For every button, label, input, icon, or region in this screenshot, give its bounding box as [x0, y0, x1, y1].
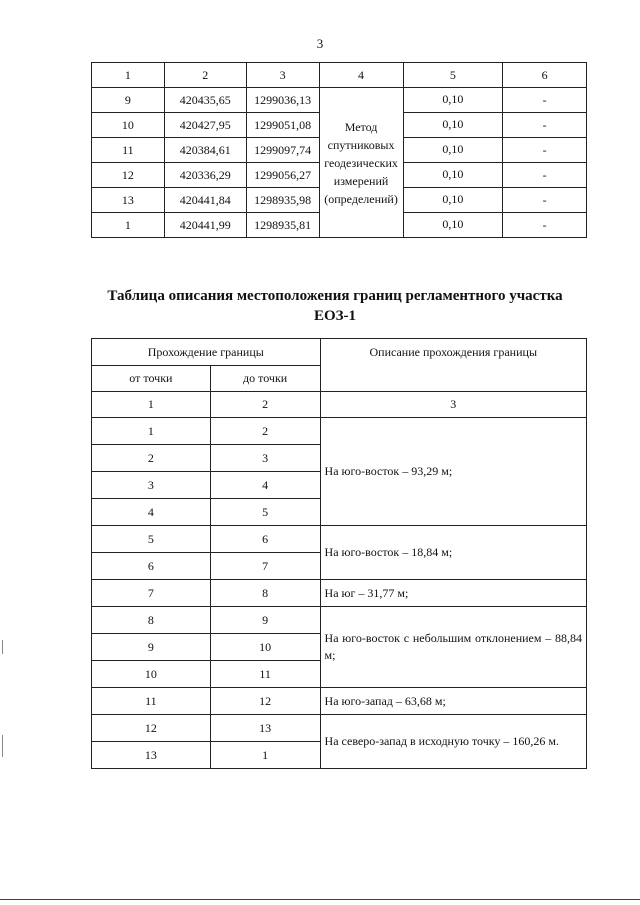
- to-point: 11: [210, 661, 320, 688]
- to-point: 9: [210, 607, 320, 634]
- header-description: Описание прохождения границы: [320, 339, 586, 392]
- header-to-point: до точки: [210, 366, 320, 392]
- coord-header-cell: 5: [403, 63, 503, 88]
- method-line: измерений: [333, 173, 389, 188]
- coord-x: 420427,95: [164, 113, 246, 138]
- from-point: 4: [92, 499, 211, 526]
- scan-artifact: [2, 735, 3, 757]
- segment-description: На северо-запад в исходную точку – 160,26 м.: [320, 715, 586, 769]
- from-point: 11: [92, 688, 211, 715]
- segment-description: На юг – 31,77 м;: [320, 580, 586, 607]
- boundary-row: [92, 526, 587, 553]
- coord-header-cell: 3: [246, 63, 319, 88]
- accuracy: 0,10: [403, 188, 503, 213]
- boundary-row: [92, 688, 587, 715]
- from-point: 5: [92, 526, 211, 553]
- to-point: 2: [210, 418, 320, 445]
- segment-description: На юго-запад – 63,68 м;: [320, 688, 586, 715]
- boundary-table: [91, 338, 587, 769]
- coord-x: 420441,84: [164, 188, 246, 213]
- coord-x: 420336,29: [164, 163, 246, 188]
- boundary-row: [92, 607, 587, 634]
- column-number-row: [92, 392, 587, 418]
- note: -: [503, 188, 587, 213]
- from-point: 6: [92, 553, 211, 580]
- accuracy: 0,10: [403, 113, 503, 138]
- note: -: [503, 213, 587, 238]
- header-from-point: от точки: [92, 366, 211, 392]
- coord-y: 1299036,13: [246, 88, 319, 113]
- coord-header-cell: 4: [319, 63, 403, 88]
- point-number: 10: [92, 113, 165, 138]
- coord-x: 420384,61: [164, 138, 246, 163]
- to-point: 6: [210, 526, 320, 553]
- boundary-row: [92, 418, 587, 445]
- note: -: [503, 88, 587, 113]
- from-point: 12: [92, 715, 211, 742]
- point-number: 11: [92, 138, 165, 163]
- to-point: 3: [210, 445, 320, 472]
- to-point: 5: [210, 499, 320, 526]
- page-number: 3: [316, 36, 324, 51]
- coord-x: 420441,99: [164, 213, 246, 238]
- coord-header-cell: 6: [503, 63, 587, 88]
- coord-y: 1299051,08: [246, 113, 319, 138]
- point-number: 9: [92, 88, 165, 113]
- method-line: Метод: [344, 119, 378, 134]
- point-number: 13: [92, 188, 165, 213]
- method-line: спутниковых: [327, 137, 395, 152]
- measurement-method: [319, 88, 403, 238]
- coord-y: 1299056,27: [246, 163, 319, 188]
- accuracy: 0,10: [403, 213, 503, 238]
- from-point: 8: [92, 607, 211, 634]
- note: -: [503, 163, 587, 188]
- from-point: 1: [92, 418, 211, 445]
- to-point: 8: [210, 580, 320, 607]
- coord-y: 1299097,74: [246, 138, 319, 163]
- coord-x: 420435,65: [164, 88, 246, 113]
- method-line: (определений): [324, 191, 398, 206]
- to-point: 4: [210, 472, 320, 499]
- coord-header-cell: 1: [92, 63, 165, 88]
- table-title-code: ЕОЗ-1: [313, 308, 357, 324]
- coordinates-table: [91, 62, 587, 238]
- from-point: 3: [92, 472, 211, 499]
- segment-description: На юго-восток – 93,29 м;: [320, 418, 586, 526]
- to-point: 13: [210, 715, 320, 742]
- segment-description: На юго-восток с небольшим отклонением – 88,84 м;: [320, 607, 586, 688]
- coord-y: 1298935,98: [246, 188, 319, 213]
- from-point: 9: [92, 634, 211, 661]
- to-point: 12: [210, 688, 320, 715]
- from-point: 7: [92, 580, 211, 607]
- page-bottom-edge: [0, 899, 640, 900]
- scan-artifact: [2, 640, 3, 654]
- boundary-row: [92, 715, 587, 742]
- column-number: 2: [210, 392, 320, 418]
- header-boundary-passage: Прохождение границы: [92, 339, 321, 366]
- from-point: 2: [92, 445, 211, 472]
- accuracy: 0,10: [403, 163, 503, 188]
- coord-header-cell: 2: [164, 63, 246, 88]
- coord-header-row: [92, 63, 587, 88]
- method-line: геодезических: [324, 155, 398, 170]
- table-title: Таблица описания местоположения границ регламентного участка: [107, 288, 563, 304]
- accuracy: 0,10: [403, 138, 503, 163]
- to-point: 10: [210, 634, 320, 661]
- from-point: 10: [92, 661, 211, 688]
- note: -: [503, 113, 587, 138]
- point-number: 12: [92, 163, 165, 188]
- to-point: 1: [210, 742, 320, 769]
- segment-description: На юго-восток – 18,84 м;: [320, 526, 586, 580]
- coord-row: [92, 88, 587, 113]
- boundary-row: [92, 580, 587, 607]
- note: -: [503, 138, 587, 163]
- point-number: 1: [92, 213, 165, 238]
- to-point: 7: [210, 553, 320, 580]
- coord-y: 1298935,81: [246, 213, 319, 238]
- column-number: 1: [92, 392, 211, 418]
- accuracy: 0,10: [403, 88, 503, 113]
- column-number: 3: [320, 392, 586, 418]
- boundary-header-row: [92, 339, 587, 366]
- from-point: 13: [92, 742, 211, 769]
